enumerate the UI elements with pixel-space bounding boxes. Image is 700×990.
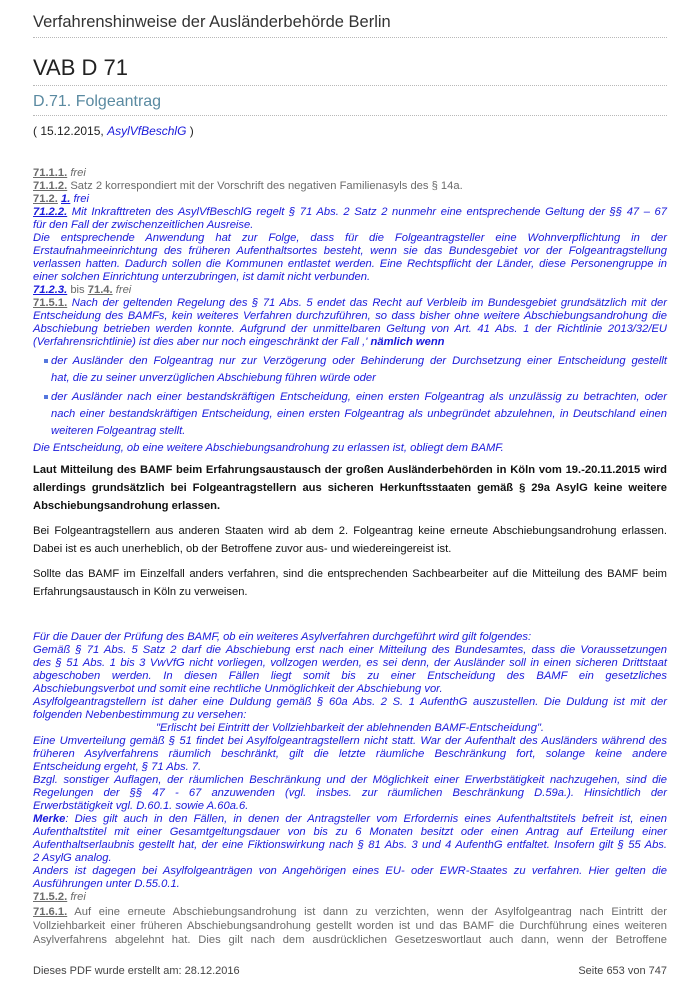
paragraph-line: Asylverfahrens abgelehnt hat. Dies gilt nach dem ausdrücklichen Gesetzeswortlaut auch dann, wenn der Betroffene <box>33 934 667 946</box>
paragraph-line: Bzgl. sonstiger Auflagen, der räumlichen Beschränkung und der Möglichkeit einer Erwerbstätigkeit nachzugehen, sind die <box>33 774 667 786</box>
paragraph-line: Erstaufnahmeeinrichtung des früheren Aufenthaltsortes besteht, wenn sie das Bundesgebiet vor der Folgeantragstellung <box>33 245 667 257</box>
paragraph-text: frei <box>67 167 86 179</box>
section-title: D.71. Folgeantrag <box>33 93 667 116</box>
paragraph-71-2-3 <box>33 284 667 297</box>
paragraph-ref-link[interactable]: 71.2.3. <box>33 284 68 296</box>
paragraph-line: des § 51 Abs. 1 bis 3 VwVfG nicht vorliegen, vollzogen werden, es sei denn, der Ausländer soll in einen sicheren Drittstaat <box>33 657 667 669</box>
merke-label: Merke <box>33 813 66 825</box>
paragraph-line: 2 AsylG analog. <box>33 852 112 864</box>
paragraph-line <box>33 905 667 919</box>
document-title: VAB D 71 <box>33 55 667 86</box>
paragraph-line <box>33 206 667 219</box>
paragraph-line: verlassen hatten. Dadurch sollen die Kommunen entlastet werden. Eine Rechtspflicht der Länder, diese Personengruppe in <box>33 258 667 270</box>
paragraph-text: frei <box>67 891 86 903</box>
paragraph-line <box>33 336 667 349</box>
paragraph-line-text: : Dies gilt auch in den Fällen, in denen der Antragsteller vom Erfordernis eines Aufenthaltstitels befreit ist, einen <box>65 813 667 825</box>
quote-line: "Erlischt bei Eintritt der Vollziehbarkeit der ablehnenden BAMF-Entscheidung". <box>155 722 545 734</box>
paragraph-line: Entscheidung ergeht, § 71 Abs. 7. <box>33 761 202 773</box>
paragraph-ref-link[interactable]: 71.6.1. <box>33 906 68 918</box>
paragraph-line: Entscheidung des BAMFs, kein weiteres Verfahren durchzuführen, so dass bisher ohne weitere Abschiebungsandrohung die <box>33 310 667 322</box>
paragraph-line: Für die Dauer der Prüfung des BAMF, ob ein weiteres Asylverfahren durchgeführt wird gilt folgendes: <box>33 631 532 643</box>
paragraph-line: einer solchen Einrichtung unterzubringen, ist damit nicht verbunden. <box>33 271 371 283</box>
paragraph-ref-link-2[interactable]: 71.4. <box>87 284 113 296</box>
paragraph-text: frei <box>70 193 89 205</box>
date-line-open: ( 15.12.2015, <box>33 124 108 138</box>
paragraph-ref-link[interactable]: 71.5.1. <box>33 297 68 309</box>
list-item <box>33 389 667 440</box>
list-item <box>33 353 667 387</box>
paragraph-line: Anders ist dagegen bei Asylfolgeanträgen von Angehörigen eines EU- oder EWR-Staates zu verfahren. Hier gelten die <box>33 865 667 877</box>
page-number: Seite 653 von 747 <box>578 965 667 977</box>
paragraph-line: Erwerbstätigkeit vgl. D.60.1. sowie A.60a.6. <box>33 800 249 812</box>
document-header: Verfahrenshinweise der Ausländerbehörde Berlin <box>33 13 667 38</box>
paragraph-line: Vollziehbarkeit einer früheren Abschiebungsandrohung gestellt worden ist und das BAMF die Durchführung eines weiteren <box>33 920 667 932</box>
list-item-line: hat, die zu seiner unverzüglichen Abschiebung führen würde oder <box>51 372 376 384</box>
paragraph-line: Regelungen der §§ 47 - 67 anzuwenden (vgl. insbes. zur räumlichen Beschränkung D.59a.). Hinsichtlich der <box>33 787 667 799</box>
paragraph-line-text: Nach der geltenden Regelung des § 71 Abs. 5 endet das Recht auf Verbleib im Bundesgebiet grundsätzlich mit der <box>67 297 667 309</box>
paragraph-line <box>33 813 667 826</box>
duration-block <box>33 631 667 891</box>
paragraph-bold-tail: nämlich wenn <box>367 336 445 348</box>
paragraph-line: abgeschoben werden. In diesen Fällen liegt somit bis zu einer Entscheidung des BAMF ein gesetzliches <box>33 670 667 682</box>
other-states-paragraph: Bei Folgeantragstellern aus anderen Staaten wird ab dem 2. Folgeantrag keine erneute Abschiebungsandrohung erlassen. Dabei ist es auch unerheblich, ob der Betroffene zuvor aus- und wiedereingereist ist. <box>33 525 667 555</box>
decision-line: Die Entscheidung, ob eine weitere Abschiebungsandrohung zu erlassen ist, obliegt dem BAMF. <box>33 442 504 454</box>
list-item-line: weiteren Folgeantrag stellt. <box>51 425 186 437</box>
paragraph-line-text: Auf eine erneute Abschiebungsandrohung ist dann zu verzichten, wenn der Asylfolgeantrag nach Eintritt der <box>67 906 667 918</box>
paragraph-ref-link[interactable]: 71.2. <box>33 193 58 205</box>
paragraph-line: Gemäß § 71 Abs. 5 Satz 2 darf die Abschiebung erst nach einer Mitteilung des Bundesamtes, dass die Voraussetzungen <box>33 644 667 656</box>
bullet-icon <box>44 359 48 363</box>
deviation-paragraph: Sollte das BAMF im Einzelfall anders verfahren, sind die entsprechenden Sachbearbeiter auf die Mitteilung des BAMF beim Erfahrungsaustausch in Köln zu verweisen. <box>33 568 667 598</box>
paragraph-71-2-2 <box>33 206 667 284</box>
paragraph-71-1-1 <box>33 167 667 180</box>
paragraph-line: Die entsprechende Anwendung hat zur Folge, dass für die Folgeantragsteller eine Wohnverpflichtung in der <box>33 232 667 244</box>
paragraph-ref-link-2[interactable]: 1. <box>61 193 71 205</box>
paragraph-line: Eine Umverteilung gemäß § 51 findet bei Asylfolgeantragstellern nicht statt. War der Aufenthalt des Ausländers während des <box>33 735 667 747</box>
date-line <box>33 124 194 138</box>
paragraph-71-5-1 <box>33 297 667 349</box>
paragraph-line: Aufenthaltstitel mit einer Gesamtgeltungsdauer von bis zu 6 Monaten besitzt oder einen Antrag auf Erteilung einer <box>33 826 667 838</box>
paragraph-text: bis <box>67 284 88 296</box>
paragraph-line: Abschiebungsverbot und somit eine rechtliche Unmöglichkeit der Abschiebung vor. <box>33 683 443 695</box>
paragraph-line: Ausführungen unter D.55.0.1. <box>33 878 180 890</box>
paragraph-line <box>33 297 667 310</box>
paragraph-ref-link[interactable]: 71.2.2. <box>33 206 68 218</box>
paragraph-line: früheren Asylverfahrens räumlich beschränkt, gilt die letzte räumliche Beschränkung fort, solange keine andere <box>33 748 667 760</box>
paragraph-ref-link[interactable]: 71.1.2. <box>33 180 68 192</box>
paragraph-71-6-1 <box>33 905 667 947</box>
paragraph-71-5-2 <box>33 891 667 904</box>
paragraph-line: für den Fall der zwischenzeitlichen Ausreise. <box>33 219 254 231</box>
date-line-close: ) <box>186 124 194 138</box>
document-body <box>33 167 667 947</box>
paragraph-71-2 <box>33 193 667 206</box>
paragraph-ref-link[interactable]: 71.5.2. <box>33 891 68 903</box>
paragraph-line: Aufenthaltserlaubnis gestellt hat, der eine Fiktionswirkung nach § 81 Abs. 3 und 4 AufenthG entfaltet. Insofern gilt § 55 Abs. <box>33 839 667 851</box>
paragraph-line: folgenden Nebenbestimmung zu versehen: <box>33 709 247 721</box>
page-footer <box>33 965 667 977</box>
paragraph-line-text: (Verfahrensrichtlinie) ist dies aber nur noch eingeschränkt der Fall ,' <box>33 336 368 348</box>
bamf-notice: Laut Mitteilung des BAMF beim Erfahrungsaustausch der großen Ausländerbehörden in Köln vom 19.-20.11.2015 wird allerdings grundsätzlich bei Folgeantragstellern aus sicheren Herkunftsstaaten gemäß § 29a AsylG keine weitere Abschiebungsandrohung erlassen. <box>33 464 667 512</box>
law-link[interactable]: AsylVfBeschlG <box>107 124 187 138</box>
paragraph-71-1-2 <box>33 180 667 193</box>
list-item-line: der Ausländer den Folgeantrag nur zur Verzögerung oder Behinderung der Durchsetzung einer Entscheidung gestellt <box>51 355 667 367</box>
paragraph-ref-link[interactable]: 71.1.1. <box>33 167 68 179</box>
bullet-icon <box>44 395 48 399</box>
paragraph-line: Abschiebung betrieben werden konnte. Aufgrund der unmittelbaren Geltung von Art. 41 Abs. 1 der Richtlinie 2013/32/EU <box>33 323 667 335</box>
created-date: Dieses PDF wurde erstellt am: 28.12.2016 <box>33 965 240 977</box>
paragraph-line-text: Mit Inkrafttreten des AsylVfBeschlG regelt § 71 Abs. 2 Satz 2 nunmehr eine entsprechende Geltung der §§ 47 – 67 <box>67 206 667 218</box>
list-item-line: nach einer bestandskräftigen Entscheidung, einen ersten Folgeantrag als unbegründet abzulehnen, in Deutschland einen <box>51 408 667 420</box>
paragraph-text: frei <box>112 284 132 296</box>
paragraph-line: Asylfolgeantragstellern ist daher eine Duldung gemäß § 60a Abs. 2 S. 1 AufenthG auszustellen. Die Duldung ist mit der <box>33 696 667 708</box>
paragraph-text: Satz 2 korrespondiert mit der Vorschrift des negativen Familienasyls des § 14a. <box>67 180 463 192</box>
list-item-line: der Ausländer nach einer bestandskräftigen Entscheidung, einen ersten Folgeantrag als unzulässig zu betrachten, oder <box>51 391 667 403</box>
